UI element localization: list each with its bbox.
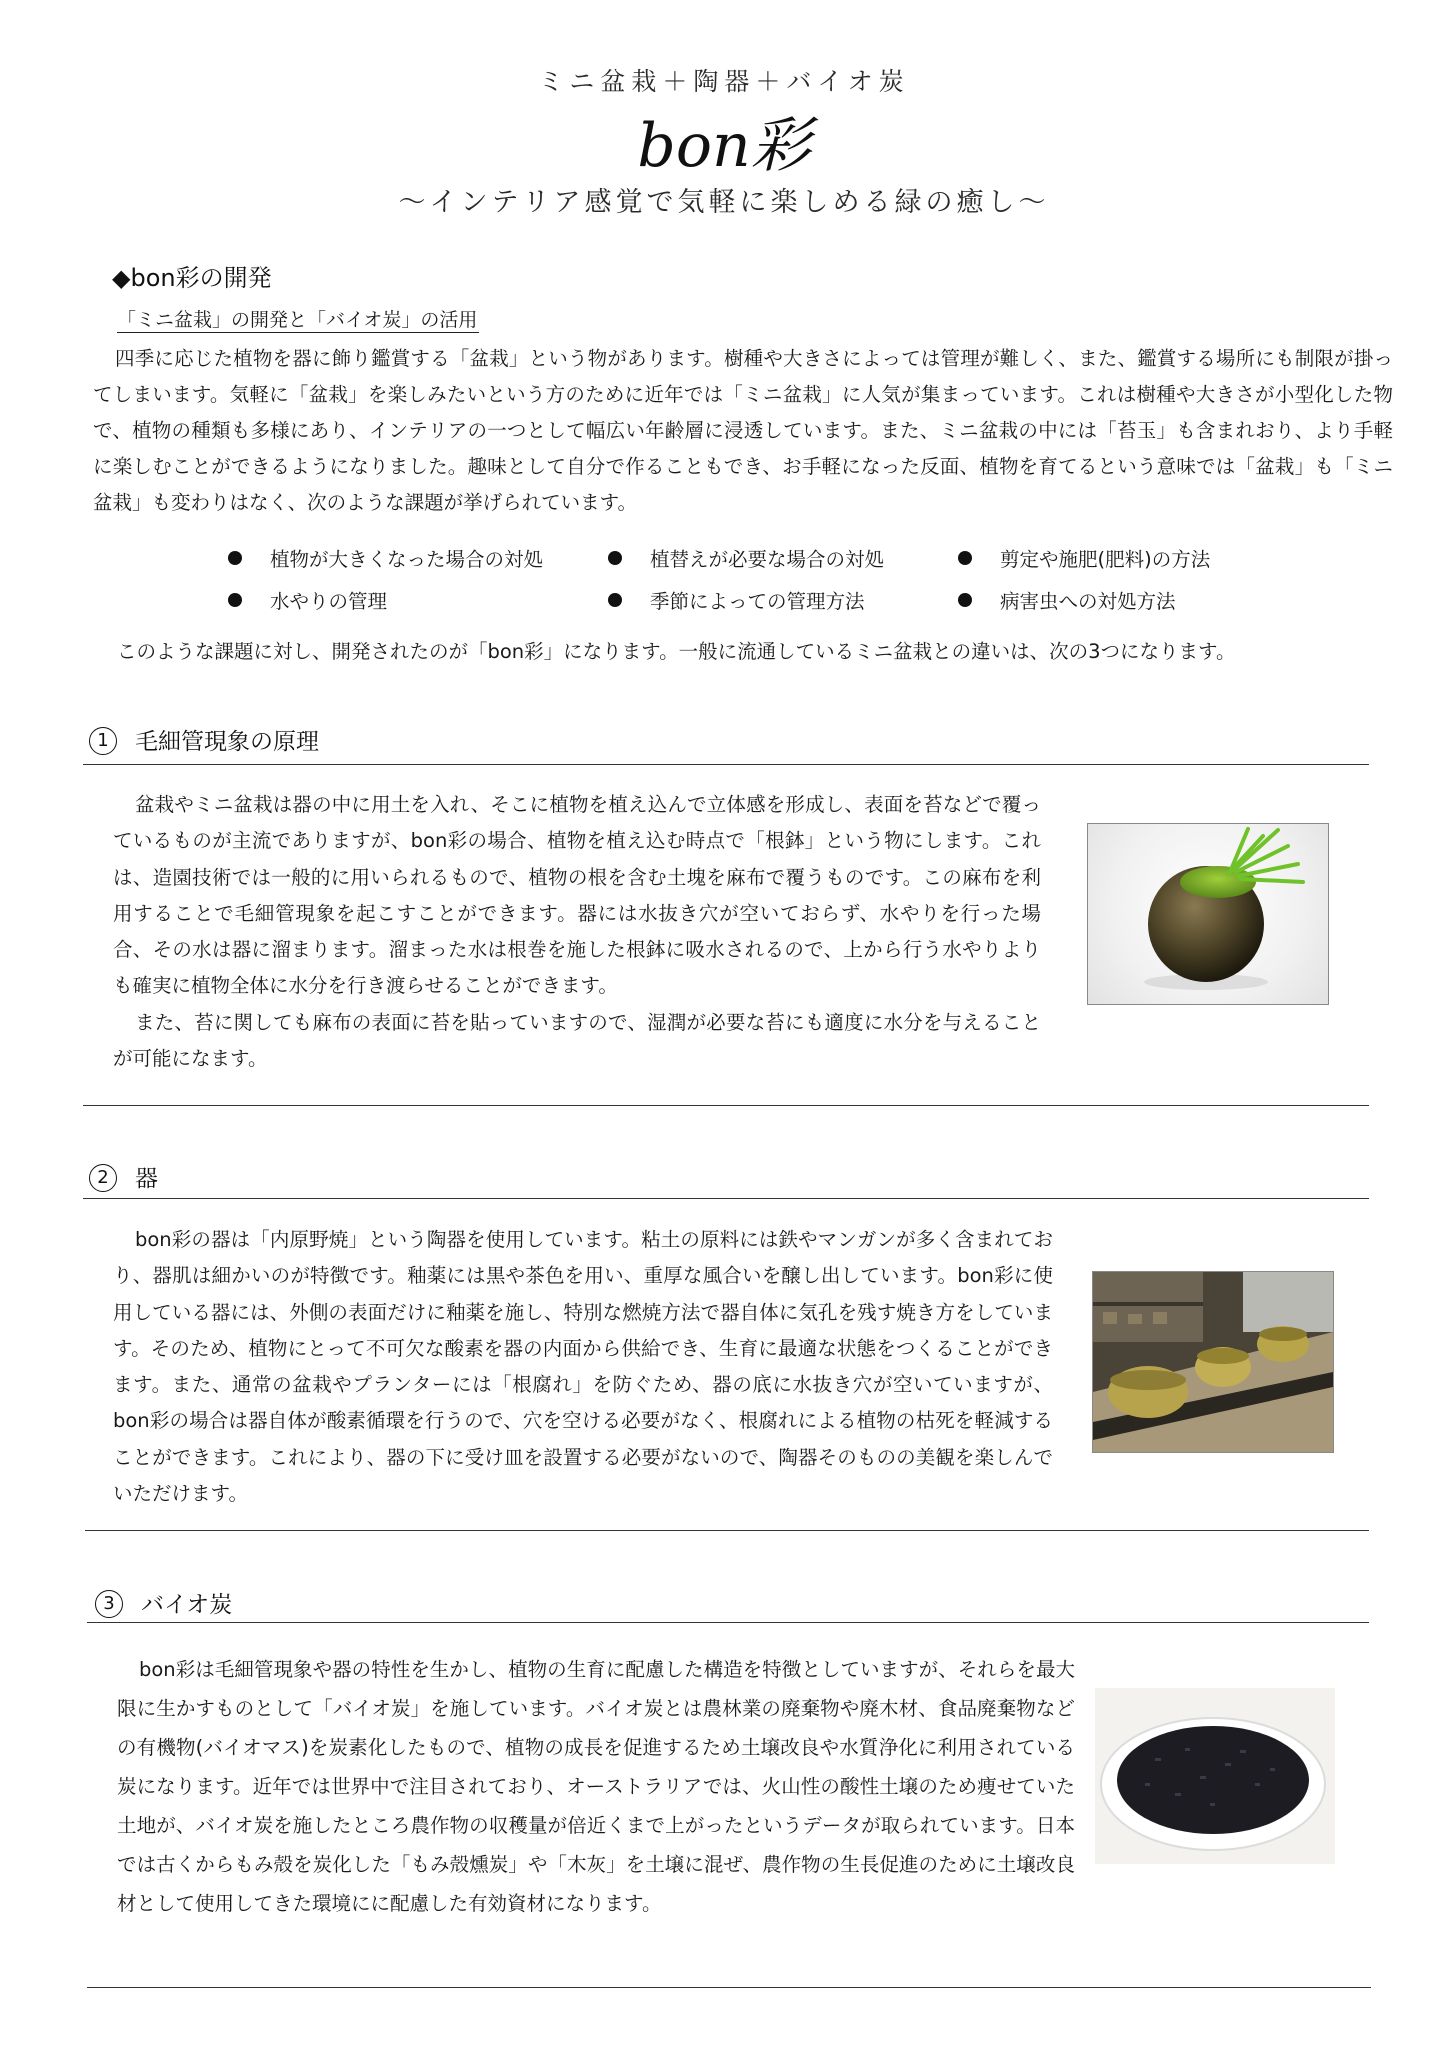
issue-item: 病害虫への対処方法 [958,586,1258,614]
moss-ball-photo [1087,823,1329,1005]
section-number-badge: 1 [89,727,117,755]
section-number-badge: 2 [89,1164,117,1192]
section-1-heading [89,723,319,757]
section-divider [87,1622,1369,1623]
bullet-dot-icon [958,551,972,565]
section-1-body [113,787,1041,1077]
bullet-dot-icon [228,593,242,607]
section-title: バイオ炭 [141,1592,233,1618]
pottery-photo [1092,1271,1334,1453]
section-title: 器 [135,1166,158,1192]
issue-item: 植物が大きくなった場合の対処 [228,544,608,572]
section-paragraph: 盆栽やミニ盆栽は器の中に用土を入れ、そこに植物を植え込んで立体感を形成し、表面を苔などで覆っているものが主流でありますが、bon彩の場合、植物を植え込む時点で「根鉢」という物にします。これは、造園技術では一般的に用いられるもので、植物の根を含む土塊を麻布で覆うものです。この麻布を利用することで毛細管現象を起こすことができます。器には水抜き穴が空いておらず、水やりを行った場合、その水は器に溜まります。溜まった水は根巻を施した根鉢に吸水されるので、上から行う水やりよりも確実に植物全体に水分を行き渡らせることができます。 [113,793,1041,998]
section-title: 毛細管現象の原理 [135,729,319,755]
section-paragraph: また、苔に関しても麻布の表面に苔を貼っていますので、湿潤が必要な苔にも適度に水分を与えることが可能になます。 [113,1010,1041,1071]
issue-item: 季節によっての管理方法 [608,586,958,614]
section-divider [83,1105,1369,1106]
biochar-photo [1095,1688,1335,1864]
section-2-heading [89,1160,158,1194]
section-divider [83,1198,1369,1199]
development-intro: 四季に応じた植物を器に飾り鑑賞する「盆栽」という物があります。樹種や大きさによっては管理が難しく、また、鑑賞する場所にも制限が掛ってしまいます。気軽に「盆栽」を楽しみたいという方のために近年では「ミニ盆栽」に人気が集まっています。これは樹種や大きさが小型化した物で、植物の種類も多様にあり、インテリアの一つとして幅広い年齢層に浸透しています。また、ミニ盆栽の中には「苔玉」も含まれおり、より手軽に楽しむことができるようになりました。趣味として自分で作ることもでき、お手軽になった反面、植物を育てるという意味では「盆栽」も「ミニ盆栽」も変わりはなく、次のような課題が挙げられています。 [93,347,1393,514]
section-paragraph: bon彩は毛細管現象や器の特性を生かし、植物の生育に配慮した構造を特徴としていますが、それらを最大限に生かすものとして「バイオ炭」を施しています。バイオ炭とは農林業の廃棄物や廃木材、食品廃棄物などの有機物(バイオマス)を炭素化したもので、植物の成長を促進するため土壌改良や水質浄化に利用されている炭になります。近年では世界中で注目されており、オーストラリアでは、火山性の酸性土壌のため痩せていた土地が、バイオ炭を施したところ農作物の収穫量が倍近くまで上がったというデータが取られています。日本では古くからもみ殻を炭化した「もみ殻燻炭」や「木灰」を土壌に混ぜ、農作物の生長促進のために土壌改良材として使用してきた環境にに配慮した有効資材になります。 [117,1658,1075,1915]
header-kicker: ミニ盆栽＋陶器＋バイオ炭 [538,67,910,96]
section-divider [87,1987,1371,1988]
issue-item: 植替えが必要な場合の対処 [608,544,958,572]
section-2-body [113,1222,1053,1512]
development-subheading: 「ミニ盆栽」の開発と「バイオ炭」の活用 [117,309,478,331]
moss-ball-illustration [1088,824,1328,1004]
issue-item: 水やりの管理 [228,586,608,614]
brand-logo: bon彩 [637,111,811,181]
section-divider [83,764,1369,765]
issue-list [228,544,1278,614]
section-paragraph: bon彩の器は「内原野焼」という陶器を使用しています。粘土の原料には鉄やマンガンが多く含まれており、器肌は細かいのが特徴です。釉薬には黒や茶色を用い、重厚な風合いを醸し出しています。bon彩に使用している器には、外側の表面だけに釉薬を施し、特別な燃焼方法で器自体に気孔を残す焼き方をしています。そのため、植物にとって不可欠な酸素を器の内面から供給でき、生育に最適な状態をつくることができます。また、通常の盆栽やプランターには「根腐れ」を防ぐため、器の底に水抜き穴が空いていますが、bon彩の場合は器自体が酸素循環を行うので、穴を空ける必要がなく、根腐れによる植物の枯死を軽減することができます。これにより、器の下に受け皿を設置する必要がないので、陶器そのものの美観を楽しんでいただけます。 [113,1228,1053,1506]
development-summary: このような課題に対し、開発されたのが「bon彩」になります。一般に流通しているミニ盆栽との違いは、次の3つになります。 [117,640,1236,663]
development-heading: ◆bon彩の開発 [112,264,272,292]
bullet-dot-icon [608,551,622,565]
section-divider [85,1530,1369,1531]
bullet-dot-icon [608,593,622,607]
issue-item: 剪定や施肥(肥料)の方法 [958,544,1258,572]
section-3-heading [95,1586,232,1620]
pottery-illustration [1093,1272,1333,1452]
bullet-dot-icon [958,593,972,607]
bullet-dot-icon [228,551,242,565]
biochar-illustration [1095,1688,1335,1864]
section-number-badge: 3 [95,1590,123,1618]
section-3-body [117,1650,1075,1923]
header-subtitle: ～インテリア感覚で気軽に楽しめる緑の癒し～ [398,187,1050,218]
